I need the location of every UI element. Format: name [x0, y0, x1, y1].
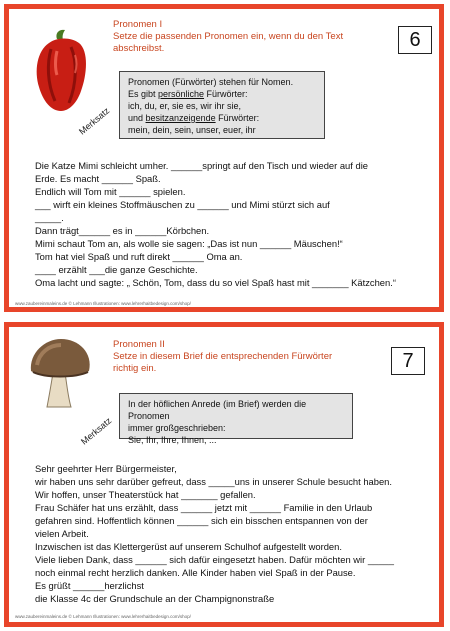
text-line: ____ erzählt ___die ganze Geschichte. [35, 264, 198, 275]
text-line: Inzwischen ist das Klettergerüst auf unserem Schulhof aufgestellt worden. [35, 541, 342, 552]
text-line: Dann trägt______ es in ______Körbchen. [35, 225, 210, 236]
mushroom-icon [25, 335, 95, 411]
box-line: immer großgeschrieben: [128, 423, 226, 433]
card1-instruction-line1: Setze die passenden Pronomen ein, wenn du den Text [113, 31, 344, 42]
box-line: mein, dein, sein, unser, euer, ihr [128, 125, 256, 135]
box-line: ich, du, er, sie es, wir ihr sie, [128, 101, 242, 111]
text-line: Oma lacht und sagte: „ Schön, Tom, dass du so viel Spaß hast mit _______ Kätzchen.“ [35, 277, 396, 288]
card2-footer: www.zaubereinmaleins.de © Lehmann Illustrationen: www.lehrerhaitbedesign.com/shop/ [15, 614, 191, 619]
text-line: vielen Arbeit. [35, 528, 89, 539]
card2-instruction-line2: richtig ein. [113, 363, 157, 374]
text-line: wir haben uns sehr darüber gefreut, dass _____uns in unserer Schule besucht haben. [35, 476, 393, 487]
text-line: Mimi schaut Tom an, als wolle sie sagen: „Das ist nun ______ Mäuschen!“ [35, 238, 343, 249]
card1-exercise-text [35, 159, 396, 289]
box-text: und [128, 113, 146, 123]
card2-number: 7 [391, 347, 425, 375]
text-line: Wir hoffen, unser Theaterstück hat _______ gefallen. [35, 489, 256, 500]
merksatz-label: Merksatz [79, 415, 114, 447]
box-line [128, 88, 316, 100]
text-line: ___ wirft ein kleines Stoffmäuschen zu ______ und Mimi stürzt sich auf [35, 199, 330, 210]
box-text: Es gibt [128, 89, 159, 99]
box-line: In der höflichen Anrede (im Brief) werden die Pronomen [128, 399, 307, 421]
text-line: Erde. Es macht ______ Spaß. [35, 173, 161, 184]
text-line: Sehr geehrter Herr Bürgermeister, [35, 463, 177, 474]
card1-footer: www.zaubereinmaleins.de © Lehmann Illustrationen: www.lehrerhaitbedesign.com/shop/ [15, 301, 191, 306]
box-underlined-term: besitzanzeigende [145, 113, 216, 123]
merksatz-label: Merksatz [77, 105, 112, 137]
text-line: Die Katze Mimi schleicht umher. ______springt auf den Tisch und wieder auf die [35, 160, 368, 171]
red-pepper-icon [27, 25, 95, 115]
box-underlined-term: persönliche [158, 89, 205, 99]
text-line: Endlich will Tom mit ______ spielen. [35, 186, 186, 197]
text-line: die Klasse 4c der Grundschule an der Champignonstraße [35, 593, 275, 604]
card1-instruction-line2: abschreibst. [113, 43, 165, 54]
text-line: Tom hat viel Spaß und ruft direkt ______ Oma an. [35, 251, 243, 262]
text-line: Viele lieben Dank, dass ______ sich dafür eingesetzt haben. Dafür möchten wir _____ [35, 554, 394, 565]
box-line [128, 112, 316, 124]
text-line: _____. [35, 212, 64, 223]
card1-title: Pronomen I [113, 19, 163, 30]
text-line: gefahren sind. Hoffentlich können ______ sich ein bisschen entspannen von der [35, 515, 368, 526]
merksatz-box [119, 71, 325, 139]
card-pronomen-2 [4, 322, 444, 627]
box-line: Pronomen (Fürwörter) stehen für Nomen. [128, 77, 294, 87]
card2-letter-text [35, 462, 394, 605]
text-line: noch einmal recht herzlich danken. Alle Kinder haben viel Spaß in der Pause. [35, 567, 356, 578]
box-text: Fürwörter: [204, 89, 248, 99]
card1-number: 6 [398, 26, 432, 54]
card-pronomen-1 [4, 4, 444, 312]
box-text: Fürwörter: [215, 113, 260, 123]
text-line: Es grüßt ______herzlichst [35, 580, 144, 591]
merksatz-box [119, 393, 353, 445]
box-line: Sie, Ihr, Ihre, Ihnen, ... [128, 435, 217, 445]
card2-title: Pronomen II [113, 339, 165, 350]
card2-instruction-line1: Setze in diesem Brief die entsprechenden Fürwörter [113, 351, 333, 362]
text-line: Frau Schäfer hat uns erzählt, dass ______ jetzt mit ______ Familie in den Urlaub [35, 502, 373, 513]
